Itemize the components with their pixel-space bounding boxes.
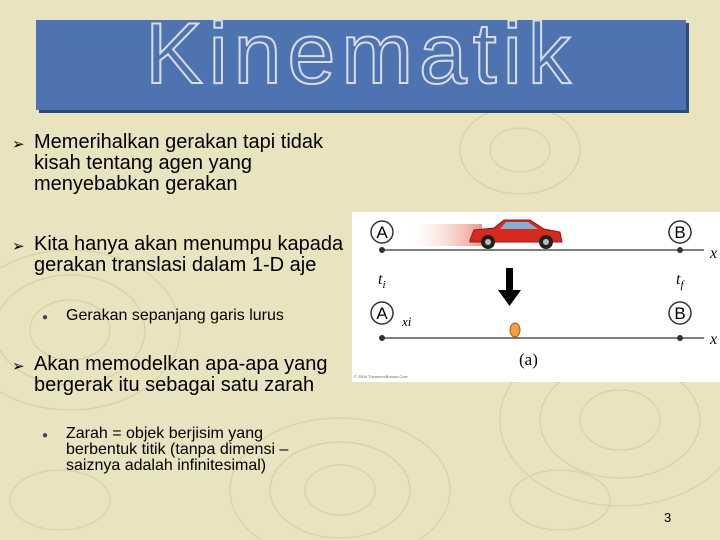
page-number: 3 xyxy=(664,510,672,525)
copyright-text: © 2004 Thomson/Brooks Cole xyxy=(354,374,408,379)
point-b-label: B xyxy=(674,223,686,242)
arrow-bullet-icon: ➢ xyxy=(12,358,25,375)
axis-x-label: x xyxy=(710,331,718,348)
point-a-dot xyxy=(379,335,385,341)
particle-icon xyxy=(510,323,520,337)
point-b-dot xyxy=(677,335,683,341)
arrow-bullet-icon: ➢ xyxy=(12,136,25,153)
bullet-text: Akan memodelkan apa-apa yang bergerak itu sebagai satu zarah xyxy=(34,353,328,396)
time-initial-label: $t_i$ xyxy=(378,271,386,291)
car-icon xyxy=(470,220,562,249)
position-initial-label: xi xyxy=(402,314,412,329)
round-bullet-icon: ● xyxy=(42,430,49,441)
point-a-label: A xyxy=(376,304,388,323)
point-b-dot xyxy=(677,247,683,253)
point-a-dot xyxy=(379,247,385,253)
sub-bullet-text: Gerakan sepanjang garis lurus xyxy=(66,307,284,324)
point-b-label: B xyxy=(674,304,686,323)
panel-label: (a) xyxy=(519,350,538,369)
down-arrow-icon xyxy=(498,268,521,306)
point-a-label: A xyxy=(376,223,388,242)
bullet-text: Kita hanya akan menumpu kapada gerakan translasi dalam 1-D aje xyxy=(34,233,344,276)
arrow-bullet-icon: ➢ xyxy=(12,238,25,255)
axis-x-label: x xyxy=(710,245,718,262)
kinematics-figure xyxy=(352,212,720,382)
time-final-label: $t_f$ xyxy=(676,271,684,291)
bullet-text: Memerihalkan gerakan tapi tidak kisah tentang agen yang menyebabkan gerakan xyxy=(34,131,324,195)
sub-bullet-text: Zarah = objek berjisim yang berbentuk titik (tanpa dimensi – saiznya adalah infinitesimal) xyxy=(66,425,289,474)
round-bullet-icon: ● xyxy=(42,312,49,323)
slide-title: Kinematik xyxy=(145,6,577,102)
